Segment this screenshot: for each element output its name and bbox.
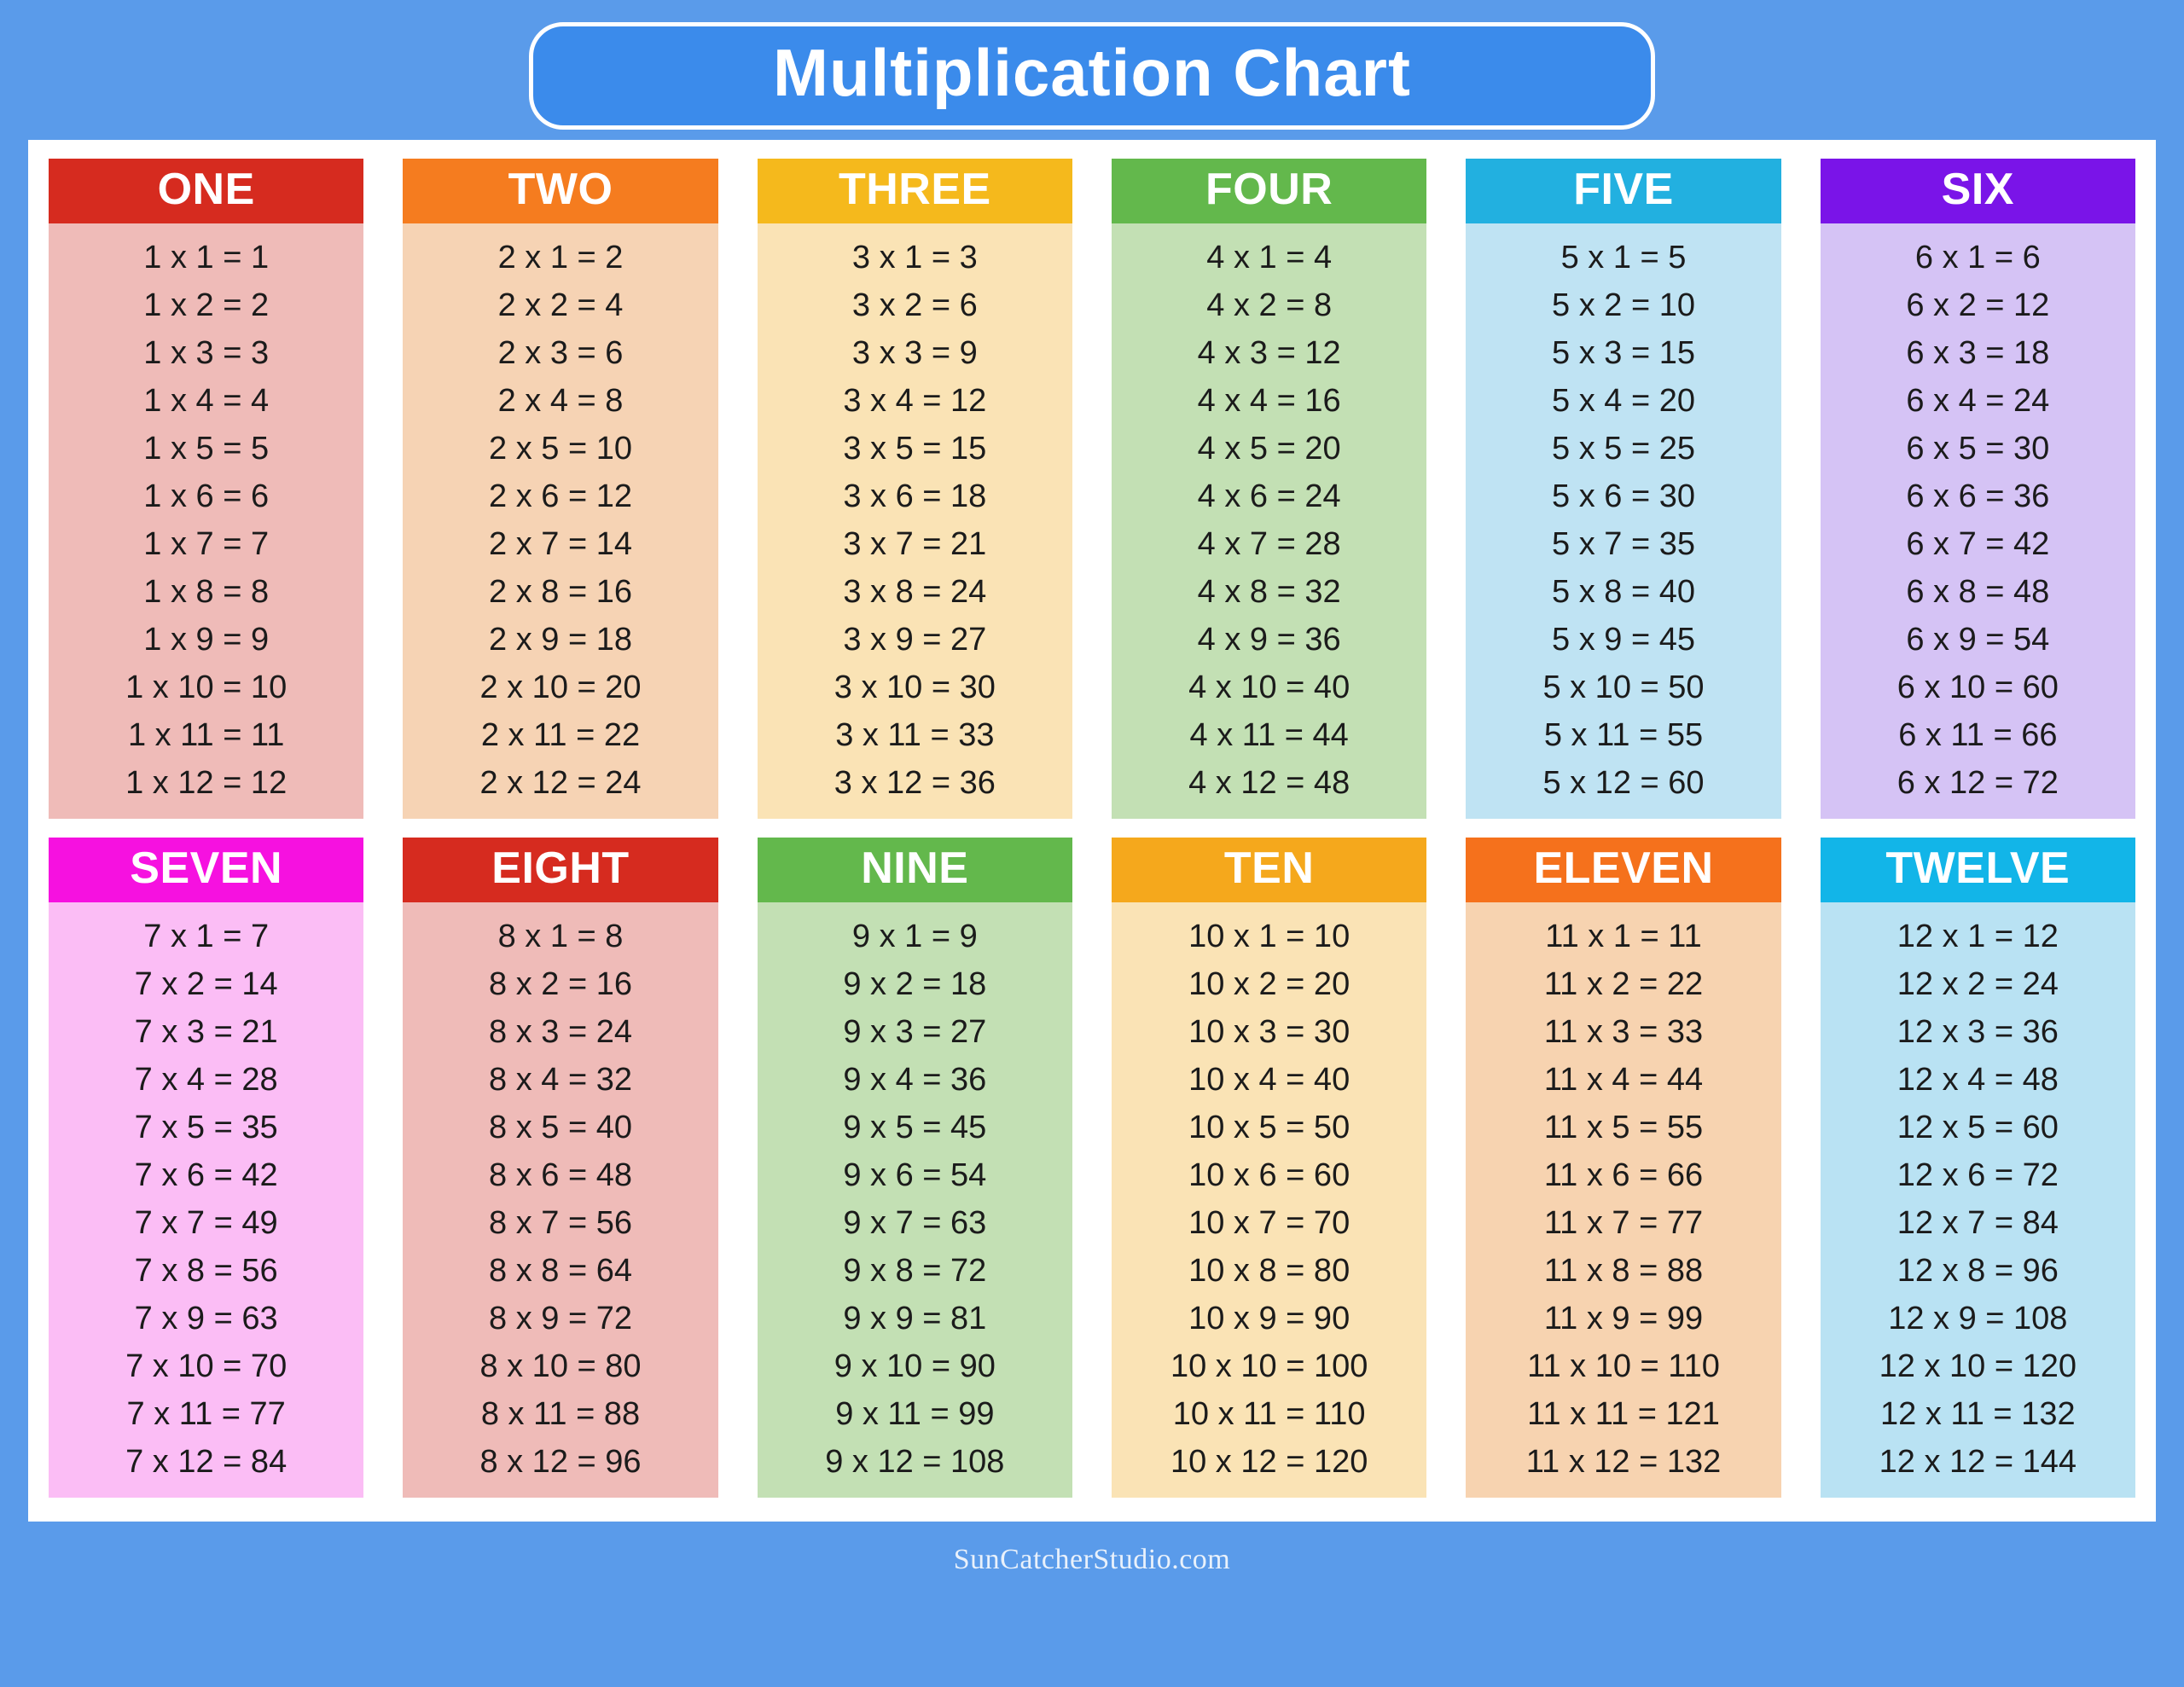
fact-row: 6 x 3 = 18 [1906,334,2050,371]
column-header-twelve: TWELVE [1821,838,2135,902]
column-facts-list [758,223,1072,819]
fact-row: 12 x 7 = 84 [1896,1204,2059,1241]
times-table-column [1112,838,1426,1498]
times-table-column [403,838,717,1498]
column-header-nine: NINE [758,838,1072,902]
fact-row: 4 x 6 = 24 [1197,478,1341,514]
fact-row: 3 x 12 = 36 [834,764,996,801]
fact-row: 2 x 11 = 22 [480,716,641,753]
column-header-three: THREE [758,159,1072,223]
fact-row: 10 x 3 = 30 [1188,1013,1350,1050]
times-table-column [403,159,717,819]
fact-row: 10 x 5 = 50 [1188,1109,1350,1145]
fact-row: 8 x 10 = 80 [479,1348,642,1384]
fact-row: 9 x 5 = 45 [843,1109,987,1145]
fact-row: 1 x 11 = 11 [127,716,285,753]
fact-row: 10 x 10 = 100 [1170,1348,1368,1384]
fact-row: 4 x 12 = 48 [1188,764,1350,801]
fact-row: 6 x 1 = 6 [1914,239,2041,275]
fact-row: 3 x 8 = 24 [843,573,987,610]
fact-row: 12 x 1 = 12 [1896,918,2059,954]
fact-row: 8 x 5 = 40 [489,1109,632,1145]
times-table-column [1466,159,1780,819]
fact-row: 11 x 7 = 77 [1543,1204,1704,1241]
fact-row: 9 x 12 = 108 [825,1443,1005,1480]
fact-row: 2 x 1 = 2 [497,239,624,275]
column-facts-list [1821,902,2135,1498]
footer-credit: SunCatcherStudio.com [953,1543,1231,1575]
times-table-column [1466,838,1780,1498]
fact-row: 5 x 8 = 40 [1552,573,1695,610]
title-area [0,0,2184,140]
fact-row: 8 x 4 = 32 [489,1061,632,1098]
fact-row: 3 x 2 = 6 [851,287,978,323]
fact-row: 9 x 7 = 63 [843,1204,987,1241]
fact-row: 4 x 3 = 12 [1197,334,1341,371]
fact-row: 5 x 6 = 30 [1552,478,1695,514]
fact-row: 10 x 6 = 60 [1188,1157,1350,1193]
fact-row: 12 x 12 = 144 [1879,1443,2077,1480]
fact-row: 11 x 12 = 132 [1525,1443,1722,1480]
fact-row: 3 x 9 = 27 [843,621,987,658]
fact-row: 8 x 7 = 56 [489,1204,632,1241]
fact-row: 2 x 10 = 20 [479,669,642,705]
fact-row: 6 x 4 = 24 [1906,382,2050,419]
times-table-column [1821,838,2135,1498]
fact-row: 2 x 5 = 10 [489,430,632,467]
fact-row: 9 x 3 = 27 [843,1013,987,1050]
fact-row: 6 x 2 = 12 [1906,287,2050,323]
fact-row: 5 x 11 = 55 [1543,716,1704,753]
fact-row: 7 x 10 = 70 [125,1348,288,1384]
fact-row: 9 x 1 = 9 [851,918,978,954]
fact-row: 12 x 5 = 60 [1896,1109,2059,1145]
fact-row: 11 x 8 = 88 [1543,1252,1704,1289]
fact-row: 11 x 9 = 99 [1543,1300,1704,1336]
fact-row: 1 x 12 = 12 [125,764,288,801]
column-header-one: ONE [49,159,363,223]
fact-row: 7 x 9 = 63 [134,1300,278,1336]
fact-row: 6 x 12 = 72 [1896,764,2059,801]
times-table-column [49,159,363,819]
fact-row: 4 x 7 = 28 [1197,525,1341,562]
fact-row: 4 x 11 = 44 [1189,716,1349,753]
fact-row: 12 x 3 = 36 [1896,1013,2059,1050]
fact-row: 12 x 8 = 96 [1896,1252,2059,1289]
fact-row: 3 x 11 = 33 [835,716,995,753]
fact-row: 2 x 12 = 24 [479,764,642,801]
fact-row: 4 x 9 = 36 [1197,621,1341,658]
fact-row: 2 x 6 = 12 [489,478,632,514]
fact-row: 7 x 7 = 49 [134,1204,278,1241]
times-table-column [49,838,363,1498]
fact-row: 6 x 10 = 60 [1896,669,2059,705]
fact-row: 10 x 7 = 70 [1188,1204,1350,1241]
fact-row: 12 x 11 = 132 [1880,1395,2076,1432]
fact-row: 8 x 6 = 48 [489,1157,632,1193]
fact-row: 3 x 7 = 21 [843,525,987,562]
fact-row: 2 x 7 = 14 [489,525,632,562]
fact-row: 10 x 2 = 20 [1188,965,1350,1002]
fact-row: 1 x 8 = 8 [143,573,270,610]
fact-row: 5 x 12 = 60 [1542,764,1705,801]
fact-row: 9 x 6 = 54 [843,1157,987,1193]
fact-row: 9 x 9 = 81 [843,1300,987,1336]
fact-row: 2 x 8 = 16 [489,573,632,610]
fact-row: 6 x 6 = 36 [1906,478,2050,514]
fact-row: 1 x 6 = 6 [143,478,270,514]
fact-row: 10 x 11 = 110 [1172,1395,1366,1432]
fact-row: 10 x 1 = 10 [1188,918,1350,954]
fact-row: 6 x 7 = 42 [1906,525,2050,562]
chart-row-bottom [49,838,2135,1498]
fact-row: 11 x 1 = 11 [1545,918,1702,954]
fact-row: 11 x 5 = 55 [1543,1109,1704,1145]
fact-row: 4 x 2 = 8 [1206,287,1333,323]
fact-row: 4 x 5 = 20 [1197,430,1341,467]
fact-row: 7 x 4 = 28 [134,1061,278,1098]
fact-row: 8 x 11 = 88 [480,1395,641,1432]
fact-row: 3 x 4 = 12 [843,382,987,419]
column-facts-list [49,902,363,1498]
fact-row: 5 x 2 = 10 [1552,287,1695,323]
fact-row: 8 x 3 = 24 [489,1013,632,1050]
fact-row: 7 x 3 = 21 [134,1013,278,1050]
times-table-column [1821,159,2135,819]
times-table-column [1112,159,1426,819]
fact-row: 1 x 9 = 9 [143,621,270,658]
column-header-eight: EIGHT [403,838,717,902]
column-header-five: FIVE [1466,159,1780,223]
fact-row: 1 x 4 = 4 [143,382,270,419]
fact-row: 4 x 8 = 32 [1197,573,1341,610]
fact-row: 9 x 10 = 90 [834,1348,996,1384]
fact-row: 12 x 10 = 120 [1879,1348,2077,1384]
column-header-seven: SEVEN [49,838,363,902]
fact-row: 2 x 3 = 6 [497,334,624,371]
chart-grid [49,159,2135,1498]
fact-row: 3 x 1 = 3 [851,239,978,275]
fact-row: 7 x 1 = 7 [143,918,270,954]
fact-row: 3 x 3 = 9 [851,334,978,371]
column-facts-list [1466,902,1780,1498]
page-title: Multiplication Chart [773,35,1411,110]
chart-board [28,140,2156,1522]
fact-row: 10 x 12 = 120 [1170,1443,1368,1480]
fact-row: 1 x 5 = 5 [143,430,270,467]
times-table-column [758,159,1072,819]
fact-row: 11 x 2 = 22 [1543,965,1704,1002]
column-facts-list [1112,902,1426,1498]
fact-row: 5 x 3 = 15 [1552,334,1695,371]
fact-row: 7 x 8 = 56 [134,1252,278,1289]
fact-row: 3 x 10 = 30 [834,669,996,705]
fact-row: 11 x 3 = 33 [1543,1013,1704,1050]
fact-row: 6 x 9 = 54 [1906,621,2050,658]
fact-row: 12 x 6 = 72 [1896,1157,2059,1193]
fact-row: 8 x 1 = 8 [497,918,624,954]
fact-row: 9 x 4 = 36 [843,1061,987,1098]
footer [0,1522,2184,1576]
column-header-ten: TEN [1112,838,1426,902]
fact-row: 6 x 11 = 66 [1898,716,2058,753]
column-facts-list [1821,223,2135,819]
fact-row: 6 x 5 = 30 [1906,430,2050,467]
fact-row: 7 x 11 = 77 [126,1395,286,1432]
title-pill [529,22,1655,130]
fact-row: 7 x 12 = 84 [125,1443,288,1480]
fact-row: 9 x 8 = 72 [843,1252,987,1289]
column-facts-list [1112,223,1426,819]
fact-row: 11 x 10 = 110 [1527,1348,1720,1384]
column-facts-list [403,902,717,1498]
fact-row: 8 x 9 = 72 [489,1300,632,1336]
fact-row: 6 x 8 = 48 [1906,573,2050,610]
fact-row: 7 x 5 = 35 [134,1109,278,1145]
fact-row: 5 x 10 = 50 [1542,669,1705,705]
fact-row: 11 x 11 = 121 [1527,1395,1720,1432]
fact-row: 1 x 3 = 3 [143,334,270,371]
column-header-four: FOUR [1112,159,1426,223]
fact-row: 8 x 12 = 96 [479,1443,642,1480]
times-table-column [758,838,1072,1498]
fact-row: 4 x 10 = 40 [1188,669,1350,705]
column-header-eleven: ELEVEN [1466,838,1780,902]
fact-row: 5 x 5 = 25 [1552,430,1695,467]
column-facts-list [49,223,363,819]
fact-row: 1 x 10 = 10 [125,669,288,705]
fact-row: 12 x 4 = 48 [1896,1061,2059,1098]
column-facts-list [758,902,1072,1498]
fact-row: 4 x 4 = 16 [1197,382,1341,419]
column-header-six: SIX [1821,159,2135,223]
chart-row-top [49,159,2135,819]
fact-row: 9 x 2 = 18 [843,965,987,1002]
fact-row: 12 x 2 = 24 [1896,965,2059,1002]
fact-row: 1 x 1 = 1 [143,239,270,275]
fact-row: 11 x 4 = 44 [1543,1061,1704,1098]
fact-row: 2 x 9 = 18 [489,621,632,658]
fact-row: 3 x 6 = 18 [843,478,987,514]
fact-row: 3 x 5 = 15 [843,430,987,467]
fact-row: 5 x 9 = 45 [1552,621,1695,658]
column-facts-list [403,223,717,819]
column-header-two: TWO [403,159,717,223]
fact-row: 10 x 8 = 80 [1188,1252,1350,1289]
fact-row: 8 x 8 = 64 [489,1252,632,1289]
fact-row: 8 x 2 = 16 [489,965,632,1002]
column-facts-list [1466,223,1780,819]
fact-row: 4 x 1 = 4 [1206,239,1333,275]
fact-row: 12 x 9 = 108 [1888,1300,2068,1336]
fact-row: 1 x 2 = 2 [143,287,270,323]
fact-row: 7 x 6 = 42 [134,1157,278,1193]
fact-row: 5 x 4 = 20 [1552,382,1695,419]
fact-row: 7 x 2 = 14 [134,965,278,1002]
fact-row: 5 x 1 = 5 [1560,239,1687,275]
fact-row: 1 x 7 = 7 [143,525,270,562]
fact-row: 10 x 9 = 90 [1188,1300,1350,1336]
fact-row: 11 x 6 = 66 [1543,1157,1704,1193]
fact-row: 9 x 11 = 99 [835,1395,995,1432]
fact-row: 2 x 2 = 4 [497,287,624,323]
fact-row: 2 x 4 = 8 [497,382,624,419]
fact-row: 10 x 4 = 40 [1188,1061,1350,1098]
fact-row: 5 x 7 = 35 [1552,525,1695,562]
